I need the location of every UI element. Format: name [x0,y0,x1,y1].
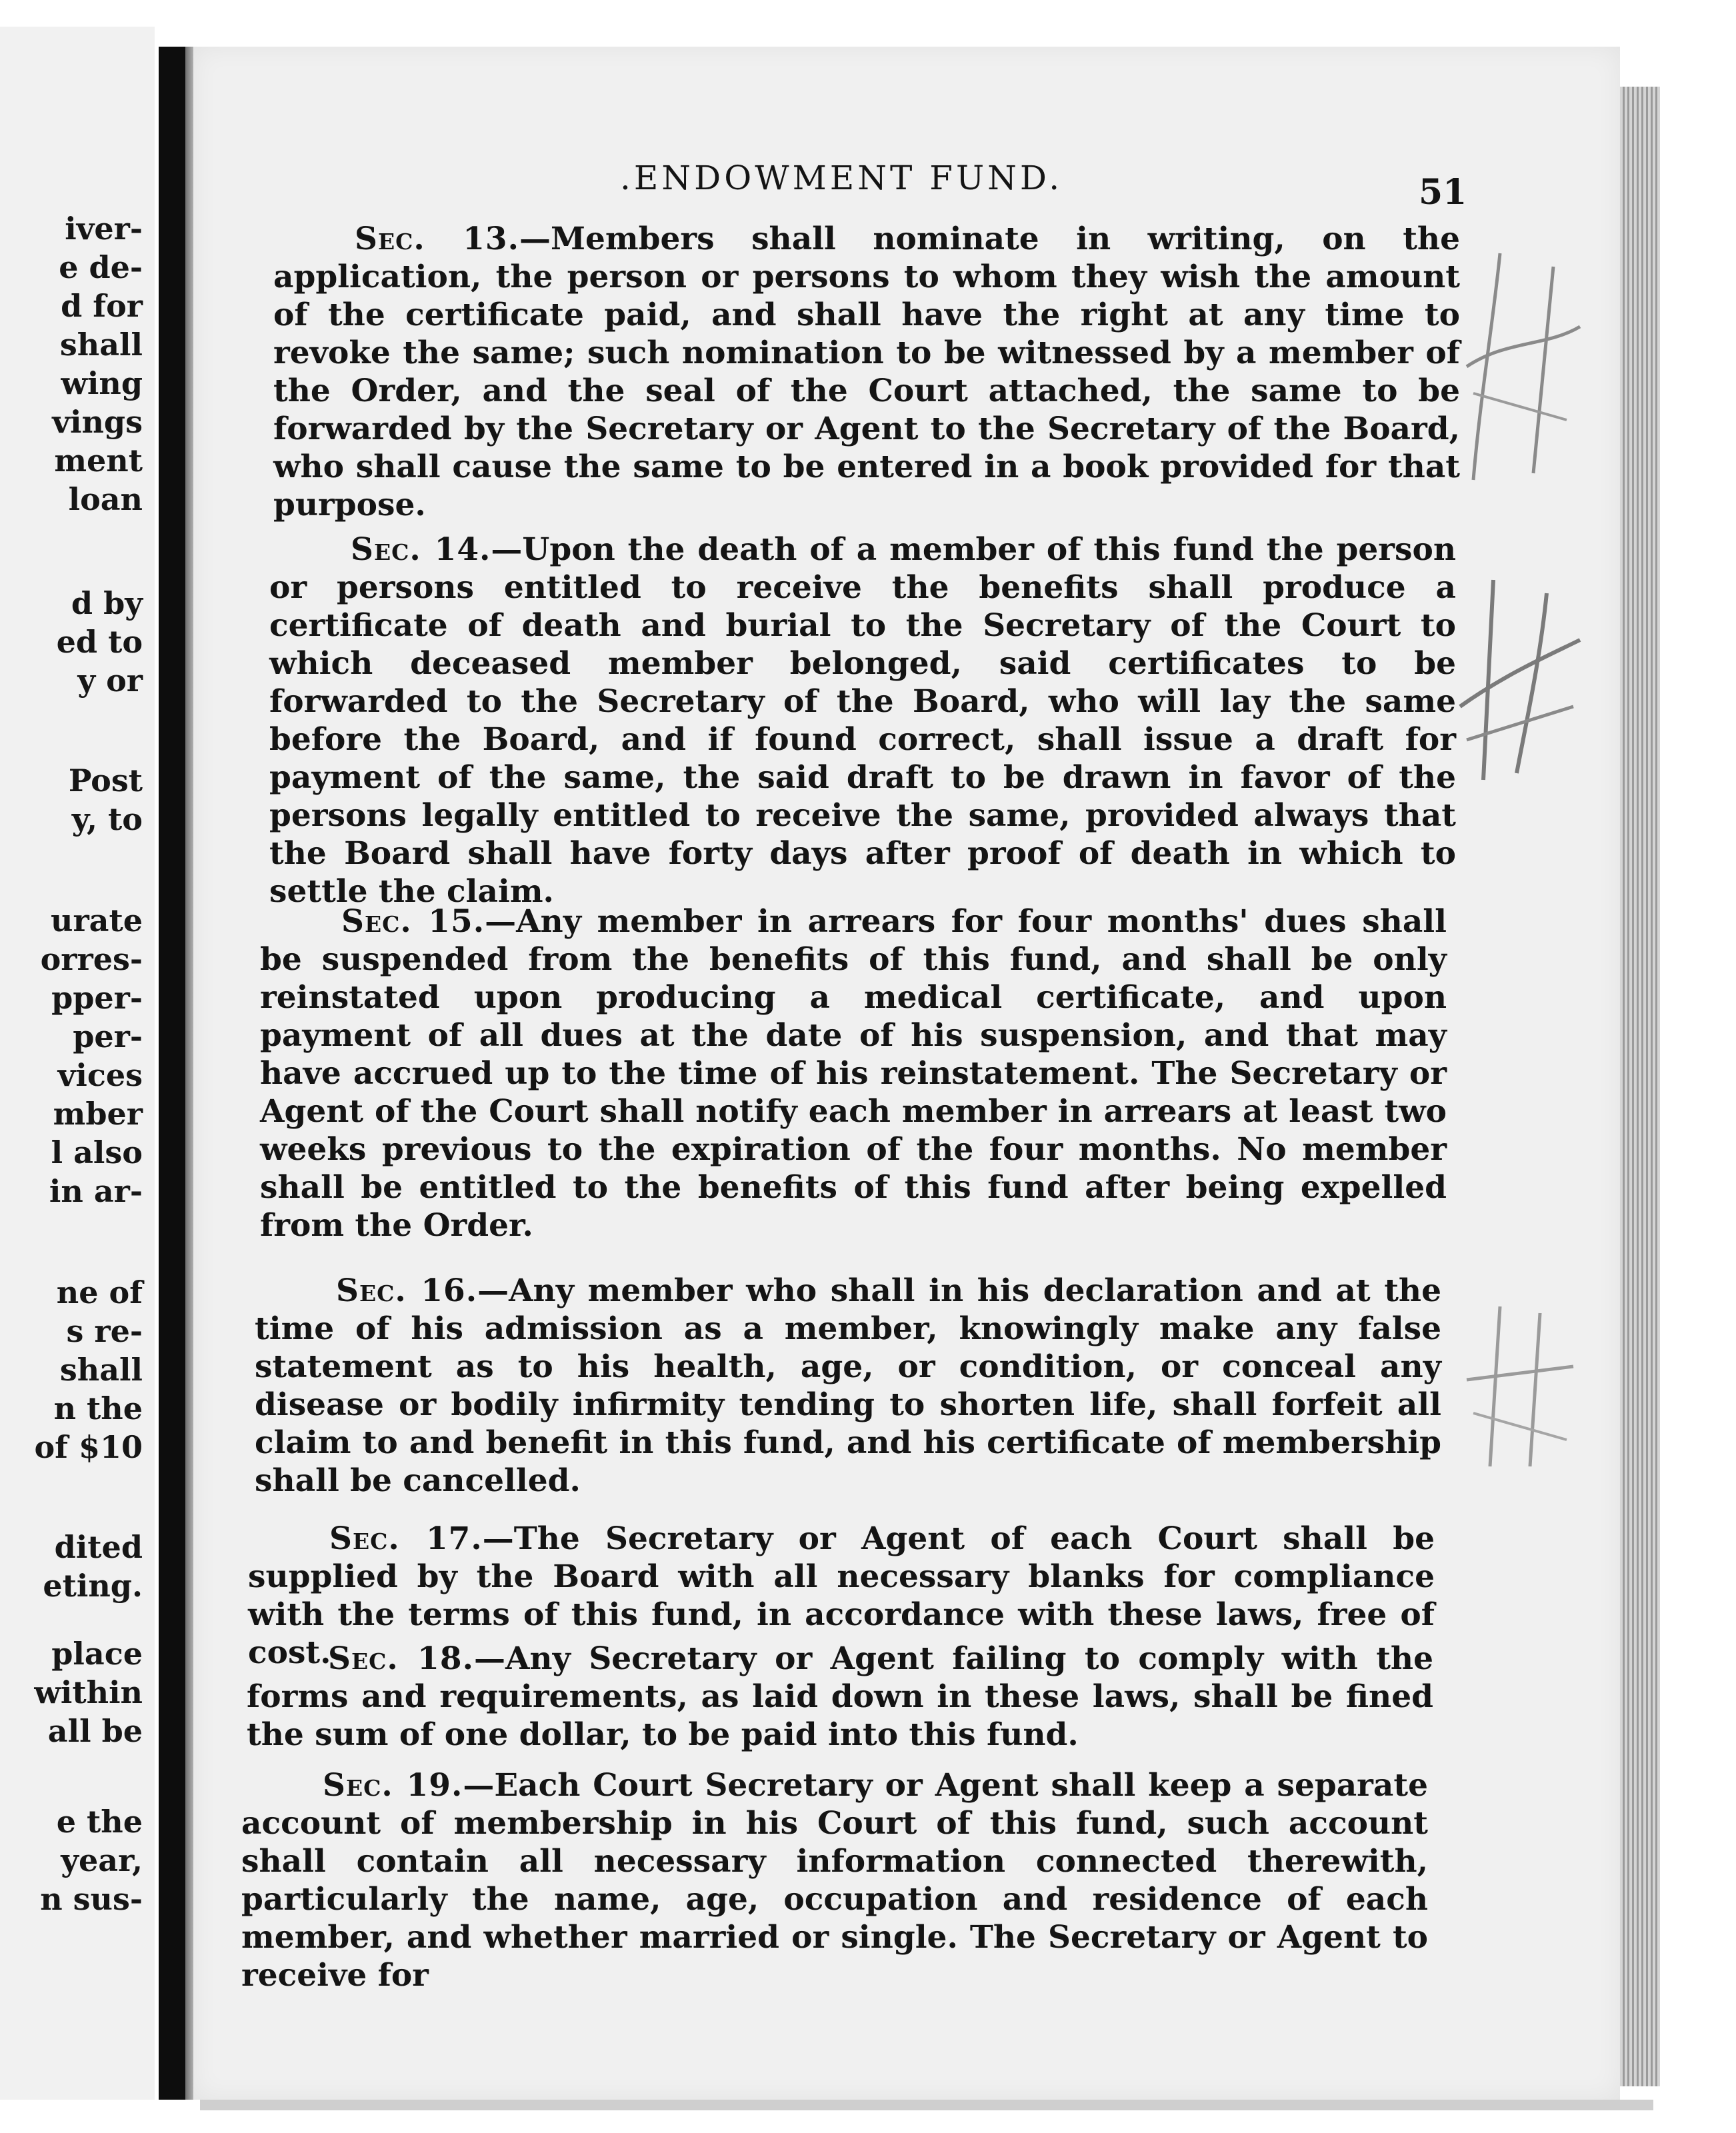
pencil-mark [1453,240,1587,493]
section-18-paragraph [247,1640,1433,1754]
section-16-paragraph [255,1272,1441,1500]
left-line-fragment: place [51,1636,143,1672]
section-label: Sec. 19. [323,1767,463,1804]
section-text: —Upon the death of a member of this fund the person or persons entitled to receive the benefits shall produce a certificate of death and burial to the Secretary of the Court to which deceased member belonged, said certificates to be forwarded to the Secretary of the Board, who will lay the same before the Board, and if found correct, shall issue a draft for payment of the same, the said draft to be drawn in favor of the persons legally entitled to receive the same, provided always that the Board shall have forty days after proof of death in which to settle the claim. [269,531,1456,910]
section-label: Sec. 16. [336,1272,478,1309]
section-label: Sec. 13. [355,221,519,257]
left-line-fragment: n sus- [40,1881,143,1917]
left-line-fragment: d for [61,288,143,324]
section-label: Sec. 17. [329,1520,483,1557]
left-line-fragment: per- [73,1019,143,1055]
left-line-fragment: wing [61,365,143,401]
section-text: —Members shall nominate in writing, on the application, the person or persons to whom they wish the amount of the certificate paid, and shall have the right at any time to revoke the same; such nomination to be witnessed by a member of the Order, and the seal of the Court attached, the same to be forwarded by the Secretary or Agent to the Secretary of the Board, who shall cause the same to be entered in a book provided for that purpose. [273,221,1460,523]
left-line-fragment: s re- [66,1313,143,1349]
left-line-fragment: eting. [43,1568,143,1604]
section-19-paragraph [241,1766,1428,1994]
left-line-fragment: shall [59,1352,143,1388]
left-line-fragment: of $10 [34,1429,143,1465]
running-head: .ENDOWMENT FUND. [620,159,1063,197]
previous-page-fragment [0,27,155,2100]
left-line-fragment: pper- [51,980,143,1016]
left-line-fragment: dited [54,1529,143,1565]
left-line-fragment: vices [57,1057,143,1093]
left-line-fragment: ment [54,443,143,479]
section-13-paragraph [273,220,1460,524]
left-line-fragment: n the [53,1390,143,1426]
left-line-fragment: ed to [56,624,143,660]
binding-gutter [159,47,185,2100]
section-text: —Each Court Secretary or Agent shall keep a separate account of membership in his Court of this fund, such account shall contain all necessary information connected therewith, particularly the name, age, occupation and residence of each member, and whether married or single. The Secretary or Agent to receive for [241,1767,1428,1994]
left-line-fragment: e de- [59,249,143,285]
left-line-fragment: l also [51,1134,143,1170]
left-line-fragment: all be [47,1713,143,1749]
left-line-fragment: year, [61,1842,143,1878]
section-text: —Any member in arrears for four months' dues shall be suspended from the benefits of this fund, and shall be only reinstated upon producing a medical certificate, and upon payment of all dues at the date of his suspension, and that may have accrued up to the time of his reinstatement. The Secretary or Agent of the Court shall notify each member in arrears at least two weeks previous to the expiration of the four months. No member shall be entitled to the benefits of this fund after being expelled from the Order. [260,903,1447,1244]
section-15-paragraph [260,903,1447,1244]
section-label: Sec. 14. [351,531,491,568]
left-line-fragment: e the [56,1804,143,1840]
section-14-paragraph [269,531,1456,911]
page-edge-stack [1620,87,1660,2086]
section-label: Sec. 18. [328,1640,474,1677]
pencil-mark [1453,1300,1587,1473]
section-text: —Any Secretary or Agent failing to comply with the forms and requirements, as laid down in these laws, shall be fined the sum of one dollar, to be paid into this fund. [247,1640,1433,1753]
left-line-fragment: shall [59,327,143,363]
left-line-fragment: Post [68,763,143,799]
left-line-fragment: mber [53,1096,143,1132]
left-line-fragment: ne of [56,1274,143,1310]
left-line-fragment: d by [71,585,143,621]
left-line-fragment: within [34,1674,143,1710]
left-line-fragment: iver- [65,211,143,247]
page-edge-bottom [200,2100,1653,2110]
left-line-fragment: in ar- [49,1173,143,1209]
section-text: —The Secretary or Agent of each Court shall be supplied by the Board with all necessary blanks for compliance with the terms of this fund, in accordance with these laws, free of cost. [248,1520,1435,1671]
left-line-fragment: y, to [71,801,143,837]
left-line-fragment: y or [77,663,143,699]
left-line-fragment: loan [68,481,143,517]
page-number: 51 [1419,172,1467,213]
section-text: —Any member who shall in his declaration and at the time of his admission as a member, knowingly make any false statement as to his health, age, or condition, or conceal any disease or bodily infirmity tending to shorten life, shall forfeit all claim to and benefit in this fund, and his certificate of membership shall be cancelled. [255,1272,1441,1499]
left-line-fragment: vings [52,404,143,440]
left-line-fragment: orres- [40,941,143,977]
section-label: Sec. 15. [341,903,485,940]
left-line-fragment: urate [51,903,143,939]
pencil-mark [1453,573,1587,787]
